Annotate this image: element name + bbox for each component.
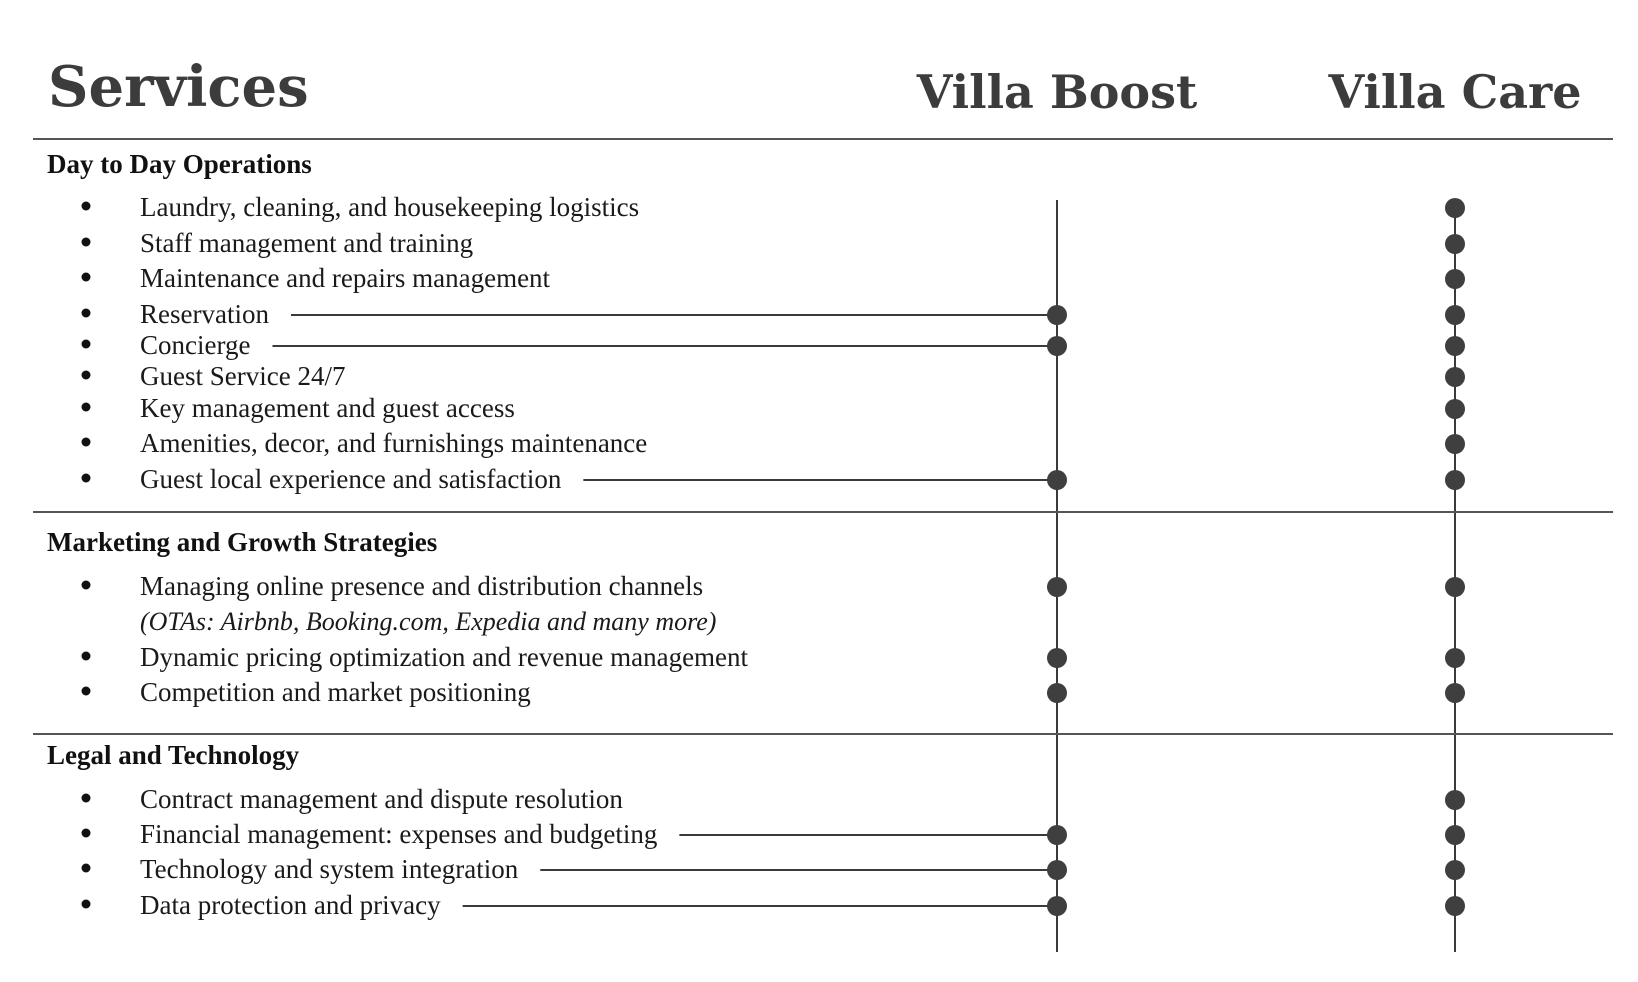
section-heading: Day to Day Operations — [47, 149, 312, 179]
bullet-icon — [82, 652, 91, 661]
bullet-icon — [82, 340, 91, 349]
bullet-icon — [82, 309, 91, 318]
column-header-villa-care: Villa Care — [1328, 65, 1582, 119]
villa-care-included-dot — [1445, 790, 1465, 810]
villa-boost-included-dot — [1047, 336, 1067, 356]
bullet-icon — [82, 794, 91, 803]
villa-care-included-dot — [1445, 269, 1465, 289]
villa-boost-included-dot — [1047, 683, 1067, 703]
bullet-icon — [82, 687, 91, 696]
villa-care-included-dot — [1445, 577, 1465, 597]
villa-care-included-dot — [1445, 470, 1465, 490]
villa-care-included-dot — [1445, 896, 1465, 916]
column-header-villa-boost: Villa Boost — [916, 65, 1198, 119]
villa-care-included-dot — [1445, 825, 1465, 845]
service-item-label: Dynamic pricing optimization and revenue management — [140, 642, 749, 672]
villa-boost-included-dot — [1047, 896, 1067, 916]
service-item-label: Competition and market positioning — [140, 677, 531, 707]
page-title: Services — [48, 54, 309, 120]
bullet-icon — [82, 829, 91, 838]
bullet-icon — [82, 371, 91, 380]
service-item-label: Technology and system integration — [140, 854, 519, 884]
service-item-label: Maintenance and repairs management — [140, 263, 551, 293]
service-item-label: Contract management and dispute resolution — [140, 784, 623, 814]
bullet-icon — [82, 864, 91, 873]
villa-care-included-dot — [1445, 305, 1465, 325]
villa-care-included-dot — [1445, 399, 1465, 419]
bullet-icon — [82, 403, 91, 412]
bullet-icon — [82, 438, 91, 447]
bullet-icon — [82, 474, 91, 483]
villa-care-included-dot — [1445, 367, 1465, 387]
section-heading: Marketing and Growth Strategies — [47, 527, 438, 557]
villa-boost-included-dot — [1047, 470, 1067, 490]
villa-boost-included-dot — [1047, 648, 1067, 668]
villa-care-included-dot — [1445, 860, 1465, 880]
bullet-icon — [82, 202, 91, 211]
villa-care-included-dot — [1445, 648, 1465, 668]
service-item-label: Managing online presence and distribution channels — [140, 571, 704, 601]
bullet-icon — [82, 238, 91, 247]
service-item-label: Guest local experience and satisfaction — [140, 464, 562, 494]
section-heading: Legal and Technology — [47, 740, 300, 770]
service-item-label: Financial management: expenses and budgeting — [140, 819, 658, 849]
bullet-icon — [82, 273, 91, 282]
service-item-label: Amenities, decor, and furnishings maintenance — [140, 428, 648, 458]
villa-boost-included-dot — [1047, 825, 1067, 845]
villa-care-included-dot — [1445, 434, 1465, 454]
villa-boost-included-dot — [1047, 305, 1067, 325]
service-item-label: Data protection and privacy — [140, 890, 441, 920]
villa-boost-included-dot — [1047, 860, 1067, 880]
villa-care-included-dot — [1445, 336, 1465, 356]
villa-care-included-dot — [1445, 198, 1465, 218]
service-item-label: Key management and guest access — [140, 393, 515, 423]
service-item-label: Laundry, cleaning, and housekeeping logistics — [140, 192, 640, 222]
service-item-label: Guest Service 24/7 — [140, 361, 346, 391]
service-item-label: Concierge — [140, 330, 251, 360]
service-item-label: Reservation — [140, 299, 269, 329]
villa-boost-included-dot — [1047, 577, 1067, 597]
service-item-note: (OTAs: Airbnb, Booking.com, Expedia and many more) — [140, 607, 717, 636]
villa-care-included-dot — [1445, 234, 1465, 254]
service-item-label: Staff management and training — [140, 228, 474, 258]
villa-care-included-dot — [1445, 683, 1465, 703]
bullet-icon — [82, 581, 91, 590]
bullet-icon — [82, 900, 91, 909]
